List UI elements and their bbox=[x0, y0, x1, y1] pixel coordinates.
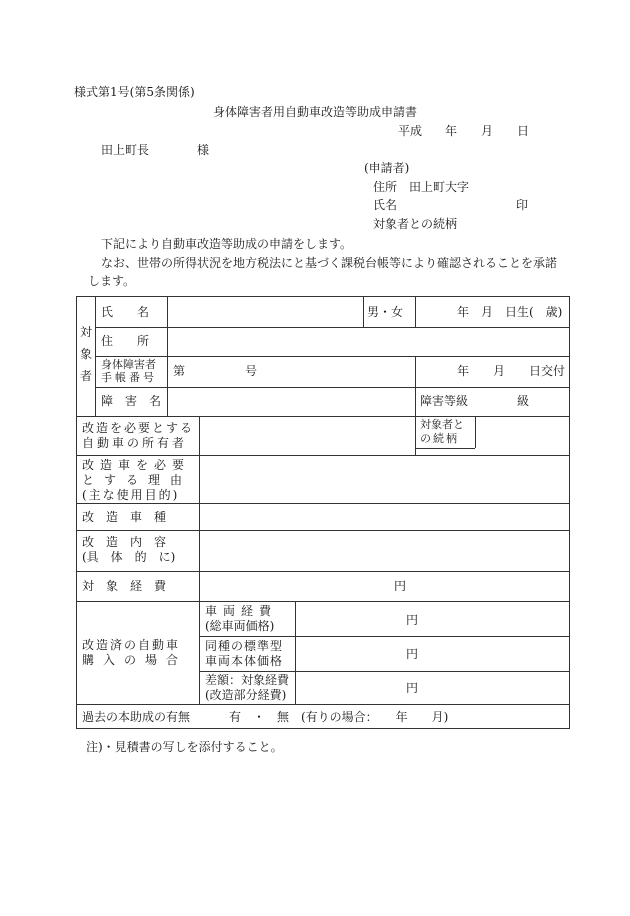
footnote: 注)・見積書の写しを添付すること。 bbox=[86, 740, 283, 754]
content-field[interactable] bbox=[201, 531, 569, 570]
date-month: 月 bbox=[481, 124, 494, 138]
applicant-address-label: 住所 bbox=[373, 180, 398, 194]
owner-relation-label: 対象者と の続柄 bbox=[420, 418, 464, 445]
applicant-name-label: 氏名 bbox=[373, 198, 398, 212]
body-line-3: します。 bbox=[88, 274, 136, 288]
name-field[interactable] bbox=[169, 298, 362, 325]
reason-field[interactable] bbox=[201, 456, 569, 502]
target-cost-yen: 円 bbox=[394, 579, 407, 593]
handbook-label: 身体障害者 手帳番号 bbox=[101, 358, 157, 384]
vehicle-type-label: 改 造 車 種 bbox=[82, 510, 167, 524]
vehicle-type-field[interactable] bbox=[201, 504, 569, 529]
date-era: 平成 bbox=[398, 124, 423, 138]
reason-label: 改造車を必要 とする理由 (主な使用目的) bbox=[82, 458, 193, 502]
body-line-1: 下記により自動車改造等助成の申請をします。 bbox=[101, 237, 353, 251]
standard-price-yen: 円 bbox=[406, 647, 419, 661]
honorific: 様 bbox=[197, 143, 210, 157]
form-number: 様式第1号(第5条関係) bbox=[74, 85, 195, 99]
seal-mark: 印 bbox=[516, 198, 529, 212]
grade-label: 障害等級 bbox=[420, 394, 469, 408]
addressee: 田上町長 bbox=[101, 143, 150, 157]
handbook-dai: 第 bbox=[173, 364, 186, 378]
subject-label: 対 象 者 bbox=[79, 325, 92, 383]
name-label: 氏 名 bbox=[101, 305, 150, 319]
difference-yen: 円 bbox=[406, 681, 419, 695]
owner-field[interactable] bbox=[201, 417, 414, 454]
body-line-2: なお、世帯の所得状況を地方税法にと基づく課税台帳等により確認されることを承諾 bbox=[101, 256, 558, 270]
difference-label: 差額：対象経費 (改造部分経費) bbox=[205, 673, 290, 702]
grade-unit: 級 bbox=[517, 394, 530, 408]
page-title: 身体障害者用自動車改造等助成申請書 bbox=[213, 105, 418, 119]
birth-date[interactable]: 年 月 日生( 歳) bbox=[457, 305, 563, 319]
purchase-label: 改造済の自動車 購入の場合 bbox=[82, 638, 188, 667]
gender-choice[interactable]: 男・女 bbox=[367, 305, 404, 319]
disability-field[interactable] bbox=[169, 388, 414, 415]
applicant-label: (申請者) bbox=[364, 161, 410, 175]
vehicle-cost-yen: 円 bbox=[406, 613, 419, 627]
disability-label: 障 害 名 bbox=[101, 394, 162, 408]
past-subsidy-label: 過去の本助成の有無 bbox=[82, 710, 191, 724]
address-field[interactable] bbox=[169, 328, 569, 355]
application-form-table bbox=[76, 296, 570, 729]
date-year: 年 bbox=[445, 124, 458, 138]
applicant-relation-label: 対象者との続柄 bbox=[373, 217, 458, 231]
issue-date[interactable]: 年 月 日交付 bbox=[457, 364, 566, 378]
vehicle-cost-label: 車両経費 (総車両価格) bbox=[205, 604, 278, 633]
past-subsidy-choice[interactable]: 有 ・ 無 (有りの場合： 年 月) bbox=[229, 710, 449, 724]
date-day: 日 bbox=[517, 124, 530, 138]
address-label: 住 所 bbox=[101, 334, 150, 348]
owner-label: 改造を必要とする 自動車の所有者 bbox=[82, 421, 195, 450]
target-cost-label: 対 象 経 費 bbox=[82, 579, 167, 593]
standard-price-label: 同種の標準型 車両本体価格 bbox=[205, 639, 284, 668]
content-label: 改 造 内 容 (具 体 的 に) bbox=[82, 535, 176, 564]
handbook-go: 号 bbox=[245, 364, 258, 378]
applicant-address-value: 田上町大字 bbox=[409, 180, 470, 194]
